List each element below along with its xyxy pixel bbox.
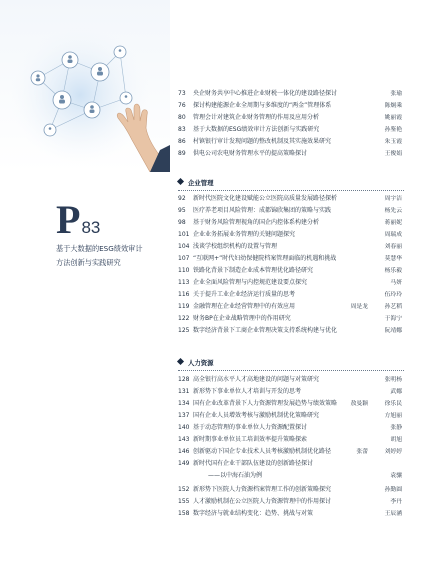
- toc-page-number: 119: [178, 303, 190, 310]
- toc-author: 胡旭: [390, 437, 402, 443]
- toc-title: 供电公司农电财务管理水平的提高策略探讨: [193, 150, 308, 157]
- toc-author: 刘春丽: [384, 244, 402, 250]
- toc-title: 国有企业人员增效考核与激励机制优化策略研究: [193, 412, 320, 419]
- toc-row[interactable]: [172, 470, 402, 482]
- toc-author: 孙艺稻: [384, 304, 402, 310]
- toc-title: 基于大数据的ESG绩效审计方法创新与实践研究: [193, 126, 320, 133]
- section-heading-human-resources: [172, 357, 402, 369]
- toc-row[interactable]: [172, 193, 402, 205]
- toc-page-number: 143: [178, 436, 190, 443]
- page-number: 83: [81, 218, 101, 237]
- toc-title: 财务BP在企业战略管理中的作用研究: [193, 315, 291, 322]
- toc-page-number: 83: [178, 126, 186, 133]
- toc-page-number: 95: [178, 207, 186, 214]
- toc-title: 浅谈学校组织机构的设置与管理: [193, 243, 278, 250]
- featured-title-line-2: 方法创新与实践研究: [56, 258, 121, 267]
- toc-page-number: 137: [178, 412, 190, 419]
- toc-author: 伍玲玲: [384, 292, 402, 298]
- toc-author: 朱玉霞: [384, 139, 402, 145]
- toc-author: 李丹: [390, 499, 402, 505]
- toc-title: 创新驱动下国企专业技术人员考核激励机制优化路径: [193, 448, 332, 455]
- section-heading-enterprise-management: [172, 177, 402, 189]
- toc-row[interactable]: [172, 374, 402, 386]
- toc-page-number: 122: [178, 315, 190, 322]
- featured-title-line-1: 基于大数据的ESG绩效审计: [56, 244, 143, 253]
- toc-author: 敖曼颖: [350, 401, 368, 407]
- toc-page-number: 89: [178, 150, 186, 157]
- toc-row[interactable]: [172, 100, 402, 112]
- page-prefix: P: [56, 197, 81, 242]
- toc-author: 袁骧: [390, 473, 402, 479]
- toc-row[interactable]: [172, 386, 402, 398]
- toc-page-number: 155: [178, 498, 190, 505]
- section-heading-label: 企业管理: [188, 179, 214, 187]
- toc-row[interactable]: [172, 265, 402, 277]
- diamond-bullet-icon: [177, 358, 184, 365]
- toc-author: 陈炯乘: [384, 103, 402, 109]
- toc-title: 基于动态管理的事业单位人力资源配置探讨: [193, 424, 308, 431]
- featured-page-number: [56, 197, 174, 242]
- hero-illustration: [0, 0, 170, 172]
- toc-page-number: 140: [178, 424, 190, 431]
- toc-title: 央企财务共享中心推进企业财税一体化的建设路径探讨: [193, 90, 338, 97]
- toc-page-number: 86: [178, 138, 186, 145]
- business-hand-network-illustration: [0, 0, 170, 172]
- toc-author: 阮靖娜: [384, 328, 402, 334]
- toc-page-number: 104: [178, 243, 190, 250]
- toc-title: 高全银行高水平人才高地建设的问题与对策研究: [193, 376, 320, 383]
- toc-author: 杨先云: [384, 208, 402, 214]
- toc-page-number: 73: [178, 90, 186, 97]
- toc-author: 马妍: [390, 280, 402, 286]
- toc-row[interactable]: [172, 458, 402, 470]
- toc-author: 姚丽霞: [384, 115, 402, 121]
- toc-row[interactable]: [172, 496, 402, 508]
- toc-page-number: 134: [178, 400, 190, 407]
- toc-row[interactable]: [172, 508, 402, 520]
- toc-title: 数字经济与就业结构变化：趋势、挑战与对策: [193, 510, 314, 517]
- toc-author: 方旭丽: [384, 413, 402, 419]
- toc-row[interactable]: [172, 434, 402, 446]
- toc-row[interactable]: [172, 124, 402, 136]
- toc-page-number: 98: [178, 219, 186, 226]
- diamond-bullet-icon: [177, 178, 184, 185]
- toc-page-number: 101: [178, 231, 190, 238]
- toc-row[interactable]: [172, 446, 402, 458]
- toc-author: 武娜: [390, 389, 402, 395]
- section-heading-label: 人力资源: [188, 359, 214, 367]
- section-divider: [178, 370, 404, 371]
- toc-author: 王俊娟: [384, 151, 402, 157]
- toc-page-number: 107: [178, 255, 190, 262]
- toc-page-number: 125: [178, 327, 190, 334]
- toc-title: 关于提升工业企业经济运行质量的思考: [193, 291, 296, 298]
- toc-author: 刘婷婷: [384, 449, 402, 455]
- toc-row[interactable]: [172, 289, 402, 301]
- toc-author: 于海宁: [384, 316, 402, 322]
- toc-page-number: 152: [178, 486, 190, 493]
- toc-row[interactable]: [172, 205, 402, 217]
- toc-title: 人才激励机制在公立医院人力资源管理中的作用探讨: [193, 498, 332, 505]
- toc-page-number: 158: [178, 510, 190, 517]
- toc-row[interactable]: [172, 301, 402, 313]
- toc-page-number: 92: [178, 195, 186, 202]
- toc-title: 村镇银行审计发现问题的整改机制及其实施效果研究: [193, 138, 332, 145]
- toc-title: 新时代医院文化建设赋能公立医院高质量发展路径探析: [193, 195, 338, 202]
- toc-author: 张蕾: [356, 449, 368, 455]
- toc-title: 新形势下医院人力资源档案管理工作的创新策略探究: [193, 486, 332, 493]
- section-divider: [178, 190, 404, 191]
- toc-title: 国有企业改革背景下人力资源管理发展趋势与绩效策略: [193, 400, 338, 407]
- toc-row[interactable]: [172, 313, 402, 325]
- toc-row[interactable]: [172, 277, 402, 289]
- toc-title: 基于财务风险管理视角的国企内控体系构建分析: [193, 219, 320, 226]
- toc-author: 周瑞成: [384, 232, 402, 238]
- toc-title: 企业业务拓展业务管理的关键问题探究: [193, 231, 296, 238]
- toc-page-number: 116: [178, 291, 190, 298]
- toc-author: 周是龙: [350, 304, 368, 310]
- toc-title: 新时代国有企业干部队伍建设的创新路径探讨: [193, 460, 314, 467]
- toc-author: 王辰涵: [384, 511, 402, 517]
- toc-row[interactable]: [172, 217, 402, 229]
- toc-row[interactable]: [172, 484, 402, 496]
- toc-title: 管理会计对建筑企业财务管理的作用及应用分析: [193, 114, 320, 121]
- toc-title: 新时期事业单位员工培训效率提升策略探索: [193, 436, 308, 443]
- toc-title: 企业全面风险管理与内控规范建设要点探究: [193, 279, 308, 286]
- toc-row[interactable]: [172, 410, 402, 422]
- toc-author: 张瑜: [390, 91, 402, 97]
- toc-title: “互联网+”时代妇幼保健院档案管理面临的机遇和挑战: [193, 255, 337, 262]
- toc-author: 周宇洁: [384, 196, 402, 202]
- toc-row[interactable]: [172, 136, 402, 148]
- toc-author: 张静: [390, 425, 402, 431]
- toc-row[interactable]: [172, 241, 402, 253]
- toc-row[interactable]: [172, 229, 402, 241]
- toc-row[interactable]: [172, 325, 402, 337]
- toc-author: 孙勤圆: [384, 487, 402, 493]
- toc-row[interactable]: [172, 88, 402, 100]
- toc-author: 徐乐民: [384, 401, 402, 407]
- toc-author: 孙鉴艳: [384, 127, 402, 133]
- toc-title: 铁路化背景下制造企业成本管理优化路径研究: [193, 267, 314, 274]
- toc-row[interactable]: [172, 398, 402, 410]
- toc-title: 探讨构建能源企业全周期与多维度的“两金”管理体系: [193, 102, 332, 109]
- toc-page-number: 146: [178, 448, 190, 455]
- toc-title: 金融管理在企业经营管理中的有效应用: [193, 303, 296, 310]
- toc-page-number: 110: [178, 267, 190, 274]
- toc-row[interactable]: [172, 422, 402, 434]
- toc-row[interactable]: [172, 253, 402, 265]
- toc-title: 新形势下事业单位人才培训与开发的思考: [193, 388, 302, 395]
- toc-page-number: 128: [178, 376, 190, 383]
- toc-row[interactable]: [172, 148, 402, 160]
- toc-page-number: 76: [178, 102, 186, 109]
- toc-row[interactable]: [172, 112, 402, 124]
- toc-page-number: 131: [178, 388, 190, 395]
- featured-article[interactable]: [56, 197, 174, 268]
- toc-title: 数字经济背景下工商企业管理决策支持系统构建与优化: [193, 327, 338, 334]
- toc-page-number: 80: [178, 114, 186, 121]
- toc-author: 莫慧华: [384, 256, 402, 262]
- toc-author: 张明杨: [384, 377, 402, 383]
- toc-page-number: 149: [178, 460, 190, 467]
- toc-author: 杨乐毅: [384, 268, 402, 274]
- toc-title: 医疗养老项目风险管理：成都锦欣集团的策略与实践: [193, 207, 332, 214]
- toc-subtitle: ——以中海石油为例: [208, 472, 263, 479]
- toc-author: 蒋丽妮: [384, 220, 402, 226]
- toc-page-number: 113: [178, 279, 190, 286]
